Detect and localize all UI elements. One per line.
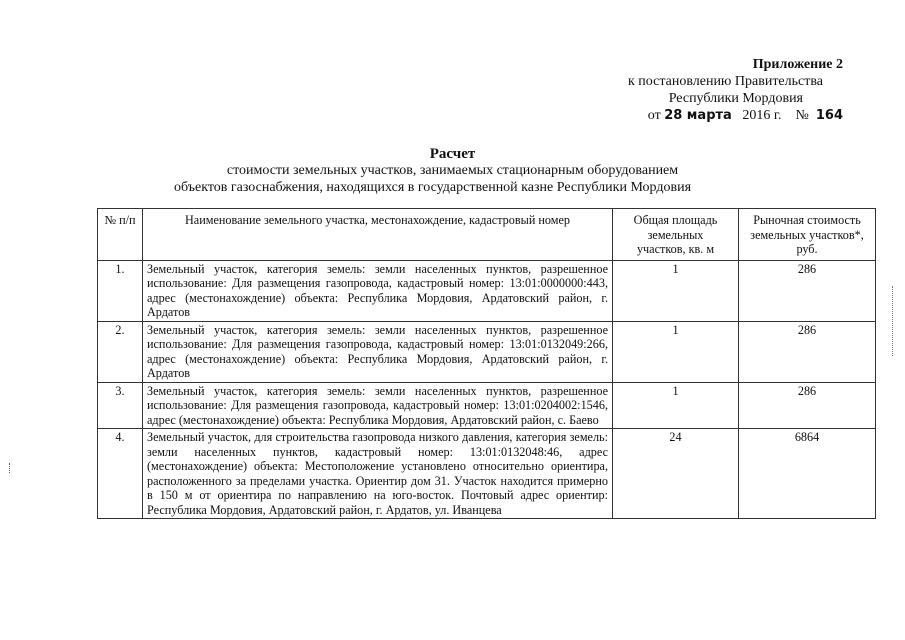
- date-prefix: от: [647, 108, 661, 123]
- row-num: 4.: [98, 429, 143, 519]
- row-name: Земельный участок, для строительства газопровода низкого давления, категория земель: земли населенных пунктов, кадастровый номер: 13:01:0132048:46, адрес (местонахождение) объекта: Местоположение установлено относительно ориентира, расположенного за пределами участка. Ориентир дом 31. Участок находится примерно в 150 м от ориентира по направлению на юго-восток. Почтовый адрес ориентир: Республика Мордовия, Ардатовский район, г. Ардатов, ул. Иванцева: [143, 429, 613, 519]
- row-price: 286: [739, 382, 876, 429]
- heading-line-2: стоимости земельных участков, занимаемых стационарным оборудованием: [226, 163, 679, 178]
- row-name: Земельный участок, категория земель: земли населенных пунктов, разрешенное использование: Для размещения газопровода, кадастровый номер: 13:01:0000000:443, адрес (местонахождение) объекта: Республика Мордовия, Ардатовский район, г. Ардатов: [143, 260, 613, 321]
- heading-title: Расчет: [429, 146, 476, 162]
- appendix-title: Приложение 2: [752, 57, 843, 72]
- row-price: 286: [739, 321, 876, 382]
- scan-artifact-mark: [892, 286, 895, 356]
- number-sign: №: [795, 108, 809, 123]
- table-header-row: [98, 209, 876, 261]
- row-num: 3.: [98, 382, 143, 429]
- table-row: [98, 260, 876, 321]
- resolution-number: 164: [815, 108, 843, 123]
- row-price: 286: [739, 260, 876, 321]
- row-num: 2.: [98, 321, 143, 382]
- row-area: 1: [613, 321, 739, 382]
- appendix-date-line: [603, 107, 843, 124]
- table-row: [98, 382, 876, 429]
- heading-line-3: объектов газоснабжения, находящихся в государственной казне Республики Мордовия: [173, 180, 692, 195]
- row-area: 1: [613, 382, 739, 429]
- row-name: Земельный участок, категория земель: земли населенных пунктов, разрешенное использование: Для размещения газопровода, кадастровый номер: 13:01:0132049:266, адрес (местонахождение) объекта: Республика Мордовия, Ардатовский район, г. Ардатов: [143, 321, 613, 382]
- appendix-resolution-line: к постановлению Правительства: [627, 74, 823, 89]
- table-row: [98, 429, 876, 519]
- header-area: Общая площадь земельных участков, кв. м: [613, 209, 739, 261]
- scan-artifact-mark: [9, 463, 12, 473]
- land-plots-table: [97, 208, 876, 519]
- appendix-block: [583, 56, 843, 123]
- row-price: 6864: [739, 429, 876, 519]
- row-name: Земельный участок, категория земель: земли населенных пунктов, разрешенное использование: Для размещения газопровода, кадастровый номер: 13:01:0204002:1546, адрес (местонахождение) объекта: Республика Мордовия, Ардатовский район, с. Баево: [143, 382, 613, 429]
- date-year: 2016 г.: [742, 108, 782, 123]
- row-num: 1.: [98, 260, 143, 321]
- date-day-month: 28 марта: [664, 108, 732, 123]
- row-area: 1: [613, 260, 739, 321]
- header-price: Рыночная стоимость земельных участков*, руб.: [739, 209, 876, 261]
- appendix-republic-line: Республики Мордовия: [668, 91, 803, 106]
- row-area: 24: [613, 429, 739, 519]
- header-num: № п/п: [98, 209, 143, 261]
- header-name: Наименование земельного участка, местонахождение, кадастровый номер: [143, 209, 613, 261]
- table-row: [98, 321, 876, 382]
